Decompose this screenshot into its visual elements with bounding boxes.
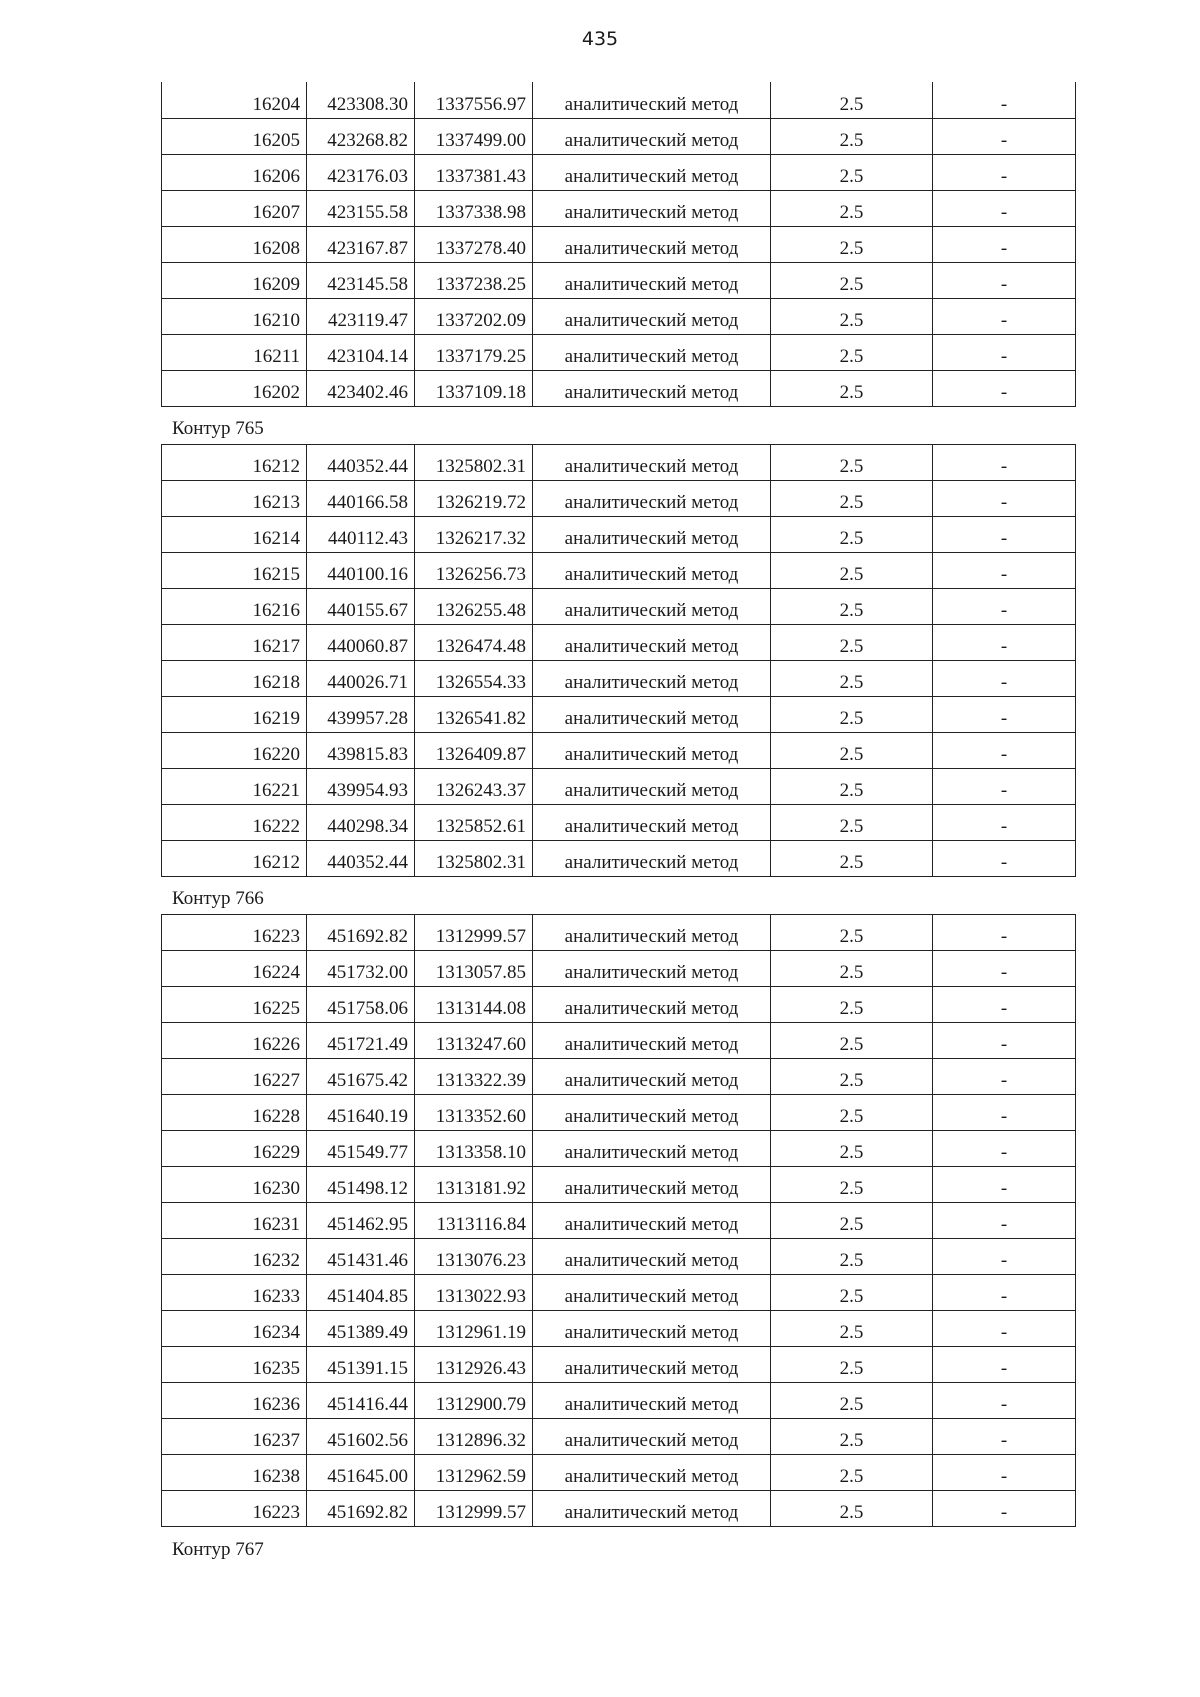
point-number-cell: 16235 xyxy=(162,1346,307,1382)
table-row xyxy=(162,986,1076,1022)
point-number-cell: 16232 xyxy=(162,1238,307,1274)
method-cell: аналитический метод xyxy=(533,370,771,406)
x-coordinate-cell: 451462.95 xyxy=(307,1202,415,1238)
note-cell: - xyxy=(933,624,1076,660)
note-cell: - xyxy=(933,1490,1076,1526)
y-coordinate-cell: 1337238.25 xyxy=(415,262,533,298)
table-row xyxy=(162,1454,1076,1490)
y-coordinate-cell: 1313076.23 xyxy=(415,1238,533,1274)
method-cell: аналитический метод xyxy=(533,1310,771,1346)
x-coordinate-cell: 451404.85 xyxy=(307,1274,415,1310)
method-cell: аналитический метод xyxy=(533,732,771,768)
table-row xyxy=(162,1094,1076,1130)
point-number-cell: 16221 xyxy=(162,768,307,804)
method-cell: аналитический метод xyxy=(533,516,771,552)
y-coordinate-cell: 1326409.87 xyxy=(415,732,533,768)
table-row xyxy=(162,154,1076,190)
note-cell: - xyxy=(933,588,1076,624)
x-coordinate-cell: 440298.34 xyxy=(307,804,415,840)
method-cell: аналитический метод xyxy=(533,298,771,334)
method-cell: аналитический метод xyxy=(533,804,771,840)
y-coordinate-cell: 1313116.84 xyxy=(415,1202,533,1238)
point-number-cell: 16212 xyxy=(162,840,307,876)
note-cell: - xyxy=(933,768,1076,804)
note-cell: - xyxy=(933,190,1076,226)
method-cell: аналитический метод xyxy=(533,1166,771,1202)
point-number-cell: 16234 xyxy=(162,1310,307,1346)
coordinates-table xyxy=(161,82,1076,407)
table-body xyxy=(162,914,1076,1526)
accuracy-cell: 2.5 xyxy=(771,516,933,552)
note-cell: - xyxy=(933,914,1076,950)
x-coordinate-cell: 423119.47 xyxy=(307,298,415,334)
y-coordinate-cell: 1337179.25 xyxy=(415,334,533,370)
method-cell: аналитический метод xyxy=(533,154,771,190)
table-row xyxy=(162,696,1076,732)
note-cell: - xyxy=(933,154,1076,190)
point-number-cell: 16220 xyxy=(162,732,307,768)
coordinates-table xyxy=(161,914,1076,1527)
accuracy-cell: 2.5 xyxy=(771,118,933,154)
y-coordinate-cell: 1326217.32 xyxy=(415,516,533,552)
accuracy-cell: 2.5 xyxy=(771,588,933,624)
y-coordinate-cell: 1326474.48 xyxy=(415,624,533,660)
method-cell: аналитический метод xyxy=(533,1274,771,1310)
point-number-cell: 16222 xyxy=(162,804,307,840)
table-row xyxy=(162,552,1076,588)
table-row xyxy=(162,950,1076,986)
accuracy-cell: 2.5 xyxy=(771,1166,933,1202)
point-number-cell: 16208 xyxy=(162,226,307,262)
y-coordinate-cell: 1313322.39 xyxy=(415,1058,533,1094)
method-cell: аналитический метод xyxy=(533,1022,771,1058)
page-content xyxy=(161,82,1075,1564)
point-number-cell: 16226 xyxy=(162,1022,307,1058)
x-coordinate-cell: 423268.82 xyxy=(307,118,415,154)
note-cell: - xyxy=(933,118,1076,154)
accuracy-cell: 2.5 xyxy=(771,768,933,804)
note-cell: - xyxy=(933,1094,1076,1130)
note-cell: - xyxy=(933,298,1076,334)
table-row xyxy=(162,1490,1076,1526)
table-body xyxy=(162,444,1076,876)
point-number-cell: 16216 xyxy=(162,588,307,624)
note-cell: - xyxy=(933,732,1076,768)
table-row xyxy=(162,1346,1076,1382)
accuracy-cell: 2.5 xyxy=(771,1274,933,1310)
point-number-cell: 16205 xyxy=(162,118,307,154)
table-row xyxy=(162,480,1076,516)
x-coordinate-cell: 423104.14 xyxy=(307,334,415,370)
x-coordinate-cell: 423308.30 xyxy=(307,82,415,118)
y-coordinate-cell: 1325802.31 xyxy=(415,840,533,876)
x-coordinate-cell: 440352.44 xyxy=(307,840,415,876)
accuracy-cell: 2.5 xyxy=(771,840,933,876)
point-number-cell: 16223 xyxy=(162,1490,307,1526)
note-cell: - xyxy=(933,226,1076,262)
note-cell: - xyxy=(933,516,1076,552)
x-coordinate-cell: 451431.46 xyxy=(307,1238,415,1274)
accuracy-cell: 2.5 xyxy=(771,950,933,986)
point-number-cell: 16237 xyxy=(162,1418,307,1454)
table-row xyxy=(162,1130,1076,1166)
method-cell: аналитический метод xyxy=(533,660,771,696)
point-number-cell: 16214 xyxy=(162,516,307,552)
note-cell: - xyxy=(933,480,1076,516)
note-cell: - xyxy=(933,552,1076,588)
point-number-cell: 16233 xyxy=(162,1274,307,1310)
y-coordinate-cell: 1312962.59 xyxy=(415,1454,533,1490)
point-number-cell: 16218 xyxy=(162,660,307,696)
x-coordinate-cell: 451645.00 xyxy=(307,1454,415,1490)
note-cell: - xyxy=(933,1130,1076,1166)
method-cell: аналитический метод xyxy=(533,1202,771,1238)
point-number-cell: 16202 xyxy=(162,370,307,406)
method-cell: аналитический метод xyxy=(533,334,771,370)
note-cell: - xyxy=(933,1022,1076,1058)
point-number-cell: 16210 xyxy=(162,298,307,334)
y-coordinate-cell: 1337109.18 xyxy=(415,370,533,406)
accuracy-cell: 2.5 xyxy=(771,226,933,262)
table-row xyxy=(162,1058,1076,1094)
table-row xyxy=(162,914,1076,950)
accuracy-cell: 2.5 xyxy=(771,262,933,298)
note-cell: - xyxy=(933,334,1076,370)
method-cell: аналитический метод xyxy=(533,190,771,226)
note-cell: - xyxy=(933,82,1076,118)
table-row xyxy=(162,82,1076,118)
accuracy-cell: 2.5 xyxy=(771,1346,933,1382)
table-row xyxy=(162,1310,1076,1346)
y-coordinate-cell: 1312999.57 xyxy=(415,914,533,950)
x-coordinate-cell: 440166.58 xyxy=(307,480,415,516)
table-row xyxy=(162,624,1076,660)
x-coordinate-cell: 423145.58 xyxy=(307,262,415,298)
method-cell: аналитический метод xyxy=(533,696,771,732)
x-coordinate-cell: 451391.15 xyxy=(307,1346,415,1382)
y-coordinate-cell: 1313144.08 xyxy=(415,986,533,1022)
note-cell: - xyxy=(933,1238,1076,1274)
x-coordinate-cell: 439957.28 xyxy=(307,696,415,732)
table-row xyxy=(162,660,1076,696)
method-cell: аналитический метод xyxy=(533,624,771,660)
note-cell: - xyxy=(933,660,1076,696)
x-coordinate-cell: 451549.77 xyxy=(307,1130,415,1166)
point-number-cell: 16215 xyxy=(162,552,307,588)
y-coordinate-cell: 1313057.85 xyxy=(415,950,533,986)
y-coordinate-cell: 1326219.72 xyxy=(415,480,533,516)
table-row xyxy=(162,444,1076,480)
point-number-cell: 16228 xyxy=(162,1094,307,1130)
y-coordinate-cell: 1326255.48 xyxy=(415,588,533,624)
point-number-cell: 16238 xyxy=(162,1454,307,1490)
point-number-cell: 16217 xyxy=(162,624,307,660)
y-coordinate-cell: 1326554.33 xyxy=(415,660,533,696)
method-cell: аналитический метод xyxy=(533,1454,771,1490)
note-cell: - xyxy=(933,804,1076,840)
x-coordinate-cell: 451758.06 xyxy=(307,986,415,1022)
method-cell: аналитический метод xyxy=(533,82,771,118)
x-coordinate-cell: 440112.43 xyxy=(307,516,415,552)
y-coordinate-cell: 1312999.57 xyxy=(415,1490,533,1526)
method-cell: аналитический метод xyxy=(533,768,771,804)
point-number-cell: 16224 xyxy=(162,950,307,986)
method-cell: аналитический метод xyxy=(533,226,771,262)
accuracy-cell: 2.5 xyxy=(771,696,933,732)
y-coordinate-cell: 1313181.92 xyxy=(415,1166,533,1202)
y-coordinate-cell: 1337278.40 xyxy=(415,226,533,262)
note-cell: - xyxy=(933,370,1076,406)
y-coordinate-cell: 1326243.37 xyxy=(415,768,533,804)
page-number: 435 xyxy=(581,28,619,50)
y-coordinate-cell: 1337381.43 xyxy=(415,154,533,190)
y-coordinate-cell: 1337556.97 xyxy=(415,82,533,118)
y-coordinate-cell: 1326541.82 xyxy=(415,696,533,732)
note-cell: - xyxy=(933,840,1076,876)
table-row xyxy=(162,588,1076,624)
x-coordinate-cell: 439954.93 xyxy=(307,768,415,804)
x-coordinate-cell: 451732.00 xyxy=(307,950,415,986)
accuracy-cell: 2.5 xyxy=(771,298,933,334)
note-cell: - xyxy=(933,1058,1076,1094)
point-number-cell: 16206 xyxy=(162,154,307,190)
table-row xyxy=(162,226,1076,262)
method-cell: аналитический метод xyxy=(533,1094,771,1130)
point-number-cell: 16207 xyxy=(162,190,307,226)
x-coordinate-cell: 451692.82 xyxy=(307,1490,415,1526)
y-coordinate-cell: 1312900.79 xyxy=(415,1382,533,1418)
contour-label: Контур 765 xyxy=(172,417,264,439)
point-number-cell: 16223 xyxy=(162,914,307,950)
x-coordinate-cell: 439815.83 xyxy=(307,732,415,768)
note-cell: - xyxy=(933,1418,1076,1454)
point-number-cell: 16236 xyxy=(162,1382,307,1418)
table-row xyxy=(162,1202,1076,1238)
table-row xyxy=(162,1382,1076,1418)
accuracy-cell: 2.5 xyxy=(771,190,933,226)
y-coordinate-cell: 1337499.00 xyxy=(415,118,533,154)
accuracy-cell: 2.5 xyxy=(771,732,933,768)
contour-label: Контур 766 xyxy=(172,887,264,909)
accuracy-cell: 2.5 xyxy=(771,804,933,840)
method-cell: аналитический метод xyxy=(533,262,771,298)
table-row xyxy=(162,840,1076,876)
accuracy-cell: 2.5 xyxy=(771,154,933,190)
accuracy-cell: 2.5 xyxy=(771,82,933,118)
accuracy-cell: 2.5 xyxy=(771,480,933,516)
table-row xyxy=(162,334,1076,370)
accuracy-cell: 2.5 xyxy=(771,1094,933,1130)
x-coordinate-cell: 423155.58 xyxy=(307,190,415,226)
accuracy-cell: 2.5 xyxy=(771,986,933,1022)
accuracy-cell: 2.5 xyxy=(771,1490,933,1526)
accuracy-cell: 2.5 xyxy=(771,1418,933,1454)
x-coordinate-cell: 451721.49 xyxy=(307,1022,415,1058)
y-coordinate-cell: 1313352.60 xyxy=(415,1094,533,1130)
method-cell: аналитический метод xyxy=(533,552,771,588)
point-number-cell: 16230 xyxy=(162,1166,307,1202)
method-cell: аналитический метод xyxy=(533,1490,771,1526)
accuracy-cell: 2.5 xyxy=(771,552,933,588)
accuracy-cell: 2.5 xyxy=(771,1454,933,1490)
y-coordinate-cell: 1325852.61 xyxy=(415,804,533,840)
method-cell: аналитический метод xyxy=(533,588,771,624)
accuracy-cell: 2.5 xyxy=(771,1382,933,1418)
x-coordinate-cell: 440060.87 xyxy=(307,624,415,660)
point-number-cell: 16231 xyxy=(162,1202,307,1238)
method-cell: аналитический метод xyxy=(533,1238,771,1274)
accuracy-cell: 2.5 xyxy=(771,660,933,696)
method-cell: аналитический метод xyxy=(533,1058,771,1094)
x-coordinate-cell: 440100.16 xyxy=(307,552,415,588)
note-cell: - xyxy=(933,1346,1076,1382)
table-row xyxy=(162,190,1076,226)
point-number-cell: 16227 xyxy=(162,1058,307,1094)
coordinates-table xyxy=(161,444,1076,877)
point-number-cell: 16211 xyxy=(162,334,307,370)
note-cell: - xyxy=(933,1454,1076,1490)
y-coordinate-cell: 1312926.43 xyxy=(415,1346,533,1382)
note-cell: - xyxy=(933,262,1076,298)
x-coordinate-cell: 440026.71 xyxy=(307,660,415,696)
x-coordinate-cell: 440352.44 xyxy=(307,444,415,480)
y-coordinate-cell: 1337338.98 xyxy=(415,190,533,226)
accuracy-cell: 2.5 xyxy=(771,444,933,480)
method-cell: аналитический метод xyxy=(533,118,771,154)
y-coordinate-cell: 1337202.09 xyxy=(415,298,533,334)
method-cell: аналитический метод xyxy=(533,444,771,480)
method-cell: аналитический метод xyxy=(533,840,771,876)
y-coordinate-cell: 1325802.31 xyxy=(415,444,533,480)
table-row xyxy=(162,1418,1076,1454)
note-cell: - xyxy=(933,986,1076,1022)
accuracy-cell: 2.5 xyxy=(771,334,933,370)
note-cell: - xyxy=(933,1382,1076,1418)
x-coordinate-cell: 451416.44 xyxy=(307,1382,415,1418)
x-coordinate-cell: 451692.82 xyxy=(307,914,415,950)
note-cell: - xyxy=(933,1202,1076,1238)
table-row xyxy=(162,262,1076,298)
table-row xyxy=(162,118,1076,154)
table-row xyxy=(162,732,1076,768)
contour-label: Контур 767 xyxy=(172,1538,264,1560)
y-coordinate-cell: 1312896.32 xyxy=(415,1418,533,1454)
y-coordinate-cell: 1313022.93 xyxy=(415,1274,533,1310)
accuracy-cell: 2.5 xyxy=(771,1022,933,1058)
accuracy-cell: 2.5 xyxy=(771,1238,933,1274)
point-number-cell: 16225 xyxy=(162,986,307,1022)
x-coordinate-cell: 451602.56 xyxy=(307,1418,415,1454)
accuracy-cell: 2.5 xyxy=(771,1058,933,1094)
table-row xyxy=(162,298,1076,334)
note-cell: - xyxy=(933,1310,1076,1346)
accuracy-cell: 2.5 xyxy=(771,624,933,660)
accuracy-cell: 2.5 xyxy=(771,914,933,950)
x-coordinate-cell: 451675.42 xyxy=(307,1058,415,1094)
point-number-cell: 16213 xyxy=(162,480,307,516)
x-coordinate-cell: 451498.12 xyxy=(307,1166,415,1202)
method-cell: аналитический метод xyxy=(533,1418,771,1454)
table-row xyxy=(162,1238,1076,1274)
x-coordinate-cell: 423167.87 xyxy=(307,226,415,262)
y-coordinate-cell: 1326256.73 xyxy=(415,552,533,588)
x-coordinate-cell: 423402.46 xyxy=(307,370,415,406)
table-row xyxy=(162,768,1076,804)
table-row xyxy=(162,370,1076,406)
x-coordinate-cell: 423176.03 xyxy=(307,154,415,190)
accuracy-cell: 2.5 xyxy=(771,1130,933,1166)
note-cell: - xyxy=(933,950,1076,986)
note-cell: - xyxy=(933,1274,1076,1310)
method-cell: аналитический метод xyxy=(533,950,771,986)
point-number-cell: 16212 xyxy=(162,444,307,480)
y-coordinate-cell: 1313358.10 xyxy=(415,1130,533,1166)
note-cell: - xyxy=(933,696,1076,732)
table-row xyxy=(162,1274,1076,1310)
accuracy-cell: 2.5 xyxy=(771,370,933,406)
table-body xyxy=(162,82,1076,406)
accuracy-cell: 2.5 xyxy=(771,1310,933,1346)
point-number-cell: 16204 xyxy=(162,82,307,118)
point-number-cell: 16219 xyxy=(162,696,307,732)
method-cell: аналитический метод xyxy=(533,914,771,950)
point-number-cell: 16209 xyxy=(162,262,307,298)
table-row xyxy=(162,1166,1076,1202)
method-cell: аналитический метод xyxy=(533,1346,771,1382)
x-coordinate-cell: 440155.67 xyxy=(307,588,415,624)
table-row xyxy=(162,804,1076,840)
method-cell: аналитический метод xyxy=(533,986,771,1022)
table-row xyxy=(162,1022,1076,1058)
point-number-cell: 16229 xyxy=(162,1130,307,1166)
note-cell: - xyxy=(933,444,1076,480)
note-cell: - xyxy=(933,1166,1076,1202)
y-coordinate-cell: 1312961.19 xyxy=(415,1310,533,1346)
method-cell: аналитический метод xyxy=(533,480,771,516)
x-coordinate-cell: 451640.19 xyxy=(307,1094,415,1130)
method-cell: аналитический метод xyxy=(533,1130,771,1166)
x-coordinate-cell: 451389.49 xyxy=(307,1310,415,1346)
y-coordinate-cell: 1313247.60 xyxy=(415,1022,533,1058)
table-row xyxy=(162,516,1076,552)
method-cell: аналитический метод xyxy=(533,1382,771,1418)
accuracy-cell: 2.5 xyxy=(771,1202,933,1238)
